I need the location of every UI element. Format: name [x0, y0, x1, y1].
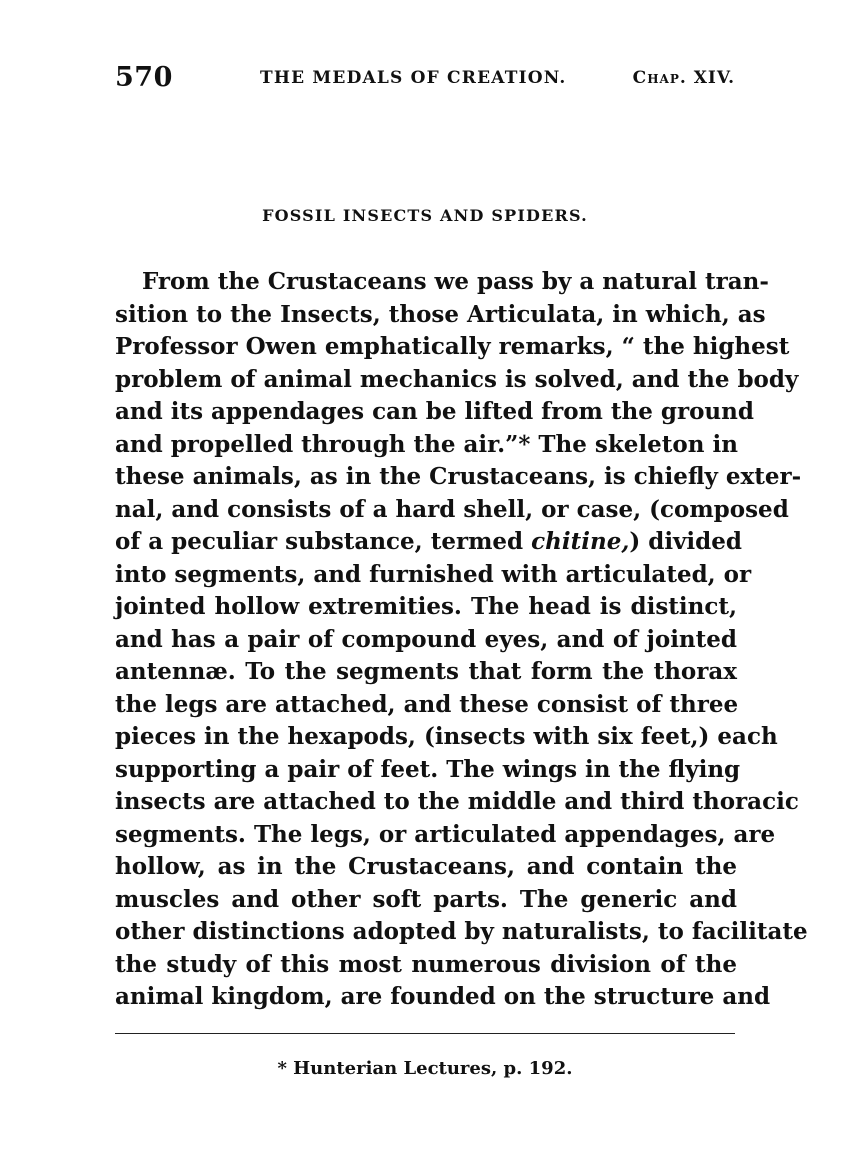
page-number: 570 [115, 62, 173, 93]
text-line: supporting a pair of feet. The wings in the flying [115, 755, 741, 783]
text-line: sition to the Insects, those Articulata, in which, as [115, 300, 766, 328]
text-line: nal, and consists of a hard shell, or case, (composed [115, 495, 789, 523]
text-line: antennæ. To the segments that form the thorax [115, 658, 737, 685]
body-paragraph [115, 266, 808, 1014]
footnote-divider [115, 1033, 735, 1034]
text-line: From the Crustaceans we pass by a natural tran- [142, 268, 769, 295]
text-line: into segments, and furnished with articulated, or [115, 560, 752, 588]
text-line: and propelled through the air.”* The skeleton in [115, 430, 738, 458]
text-line: segments. The legs, or articulated appendages, are [115, 820, 776, 848]
italic-term: chitine, [531, 528, 630, 555]
text-line: problem of animal mechanics is solved, and the body [115, 365, 799, 393]
footnote: * Hunterian Lectures, p. 192. [277, 1058, 573, 1079]
text-line: and has a pair of compound eyes, and of jointed [115, 625, 737, 653]
text-line: hollow, as in the Crustaceans, and contain the [115, 853, 737, 880]
section-heading: FOSSIL INSECTS AND SPIDERS. [262, 206, 588, 225]
text-line: these animals, as in the Crustaceans, is chiefly exter- [115, 463, 802, 490]
text-line: muscles and other soft parts. The generic and [115, 885, 737, 913]
text-line-chitine [115, 526, 742, 559]
text-line: and its appendages can be lifted from the ground [115, 398, 754, 425]
page-header [115, 62, 735, 94]
text-segment: of a peculiar substance, termed [115, 528, 532, 555]
text-line: other distinctions adopted by naturalists, to facilitate [115, 918, 808, 945]
text-line: the study of this most numerous division of the [115, 950, 737, 978]
running-title: THE MEDALS OF CREATION. [260, 68, 567, 88]
text-line: insects are attached to the middle and third thoracic [115, 788, 799, 815]
text-segment: ) divided [629, 528, 742, 555]
text-line: pieces in the hexapods, (insects with six feet,) each [115, 723, 778, 750]
chapter-label: Chap. XIV. [632, 68, 735, 88]
text-line: jointed hollow extremities. The head is distinct, [115, 593, 737, 620]
text-line: Professor Owen emphatically remarks, “ the highest [115, 333, 790, 360]
text-line: the legs are attached, and these consist of three [115, 690, 739, 718]
text-line: animal kingdom, are founded on the structure and [115, 983, 771, 1010]
